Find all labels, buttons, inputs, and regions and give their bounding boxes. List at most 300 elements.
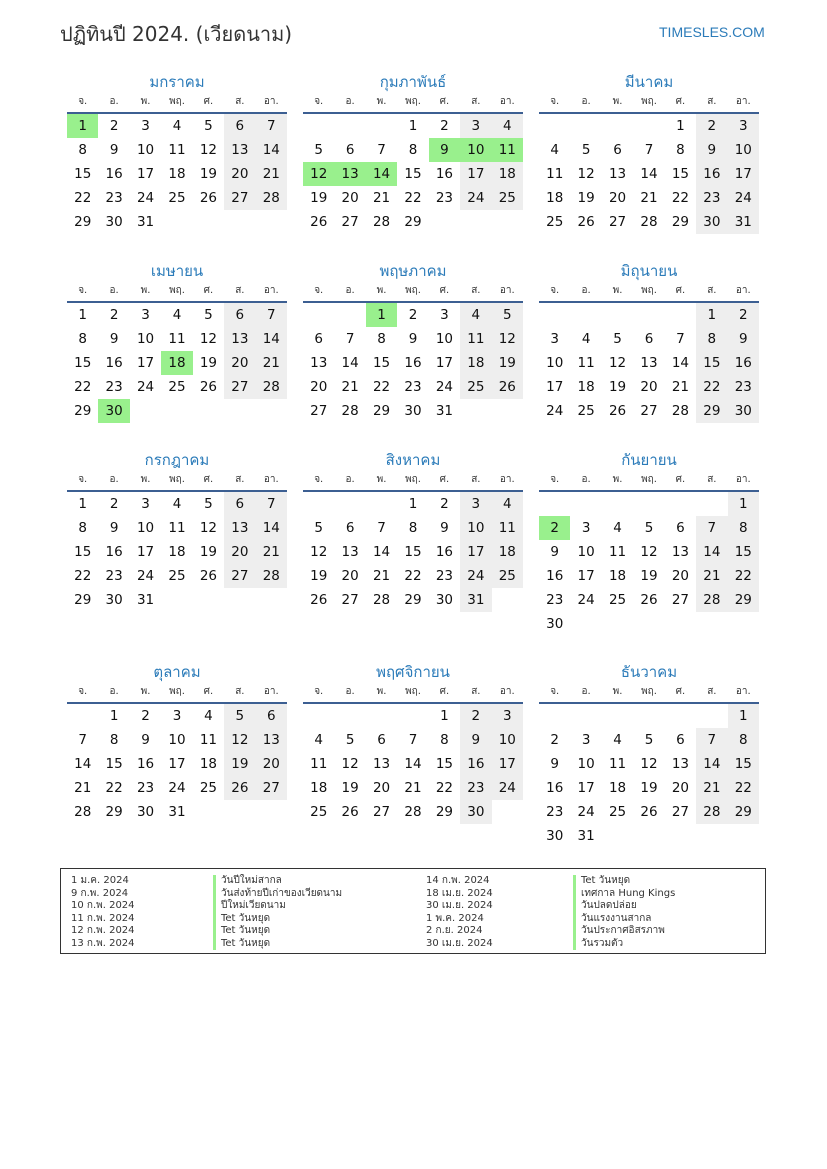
day-cell: 12 <box>640 544 658 560</box>
day-cell: 12 <box>224 728 255 752</box>
holiday-day-cell: 11 <box>492 138 523 162</box>
day-cell: 9 <box>550 544 559 560</box>
day-cell: 22 <box>74 568 92 584</box>
empty-day-cell <box>696 492 727 516</box>
day-cell: 13 <box>310 355 328 371</box>
day-cell: 5 <box>204 496 213 512</box>
day-cell: 2 <box>440 496 449 512</box>
day-cell: 21 <box>256 540 287 564</box>
day-cell: 23 <box>435 568 454 584</box>
empty-day-cell <box>366 492 397 516</box>
day-cell: 25 <box>310 804 328 820</box>
month-name: เมษายน <box>150 262 204 280</box>
empty-day-cell <box>303 303 334 327</box>
day-cell: 1 <box>109 708 119 724</box>
day-grid <box>539 704 759 848</box>
day-cell: 11 <box>577 355 595 371</box>
day-cell: 6 <box>345 142 355 158</box>
day-cell: 19 <box>608 379 627 395</box>
day-cell: 2 <box>141 708 150 724</box>
day-cell: 29 <box>728 800 759 824</box>
day-cell: 4 <box>204 708 213 724</box>
day-cell: 20 <box>640 379 658 395</box>
day-cell: 8 <box>696 327 727 351</box>
month-name: มิถุนายน <box>620 262 678 280</box>
weekday-header <box>539 94 759 114</box>
holiday-name: ปีใหม่เวียดนาม <box>213 900 342 913</box>
day-cell: 16 <box>435 166 454 182</box>
day-cell: 14 <box>341 355 359 371</box>
holiday-name: วันแรงงานสากล <box>573 913 675 926</box>
day-cell: 16 <box>546 780 564 796</box>
holiday-name: วันส่งท้ายปีเก่าของเวียดนาม <box>213 888 342 901</box>
weekday-label: จ. <box>550 96 560 107</box>
day-cell: 3 <box>141 496 150 512</box>
day-cell: 26 <box>608 403 627 419</box>
month-name: สิงหาคม <box>385 451 441 469</box>
day-cell: 22 <box>435 780 454 796</box>
day-cell: 28 <box>404 804 422 820</box>
day-cell: 17 <box>546 379 564 395</box>
day-cell: 2 <box>460 704 491 728</box>
weekday-label: อ. <box>345 474 355 485</box>
day-cell: 8 <box>377 331 386 347</box>
day-cell: 27 <box>224 564 255 588</box>
holiday-day-cell: 14 <box>366 162 397 186</box>
day-cell: 3 <box>141 118 150 134</box>
empty-day-cell <box>602 492 633 516</box>
day-cell: 7 <box>377 142 386 158</box>
day-grid <box>67 704 287 824</box>
day-cell: 11 <box>492 516 523 540</box>
holiday-name: Tet วันหยุด <box>213 925 342 938</box>
day-cell: 22 <box>74 379 92 395</box>
day-cell: 3 <box>728 114 759 138</box>
month-name: ตุลาคม <box>153 663 201 681</box>
day-cell: 25 <box>608 592 627 608</box>
weekday-label: พฤ. <box>641 686 657 697</box>
day-cell: 25 <box>168 379 186 395</box>
day-cell: 8 <box>109 732 119 748</box>
day-cell: 26 <box>199 190 218 206</box>
empty-day-cell <box>570 114 601 138</box>
day-grid <box>303 704 523 824</box>
day-cell: 20 <box>671 780 690 796</box>
day-cell: 18 <box>492 162 523 186</box>
day-cell: 20 <box>224 351 255 375</box>
day-cell: 27 <box>341 592 359 608</box>
weekday-header <box>303 283 523 303</box>
weekday-label: อ. <box>581 96 591 107</box>
day-grid <box>303 303 523 423</box>
day-cell: 10 <box>546 355 564 371</box>
day-cell: 21 <box>341 379 359 395</box>
empty-day-cell <box>570 492 601 516</box>
day-cell: 10 <box>728 138 759 162</box>
day-cell: 29 <box>74 403 92 419</box>
day-grid <box>67 492 287 612</box>
weekday-label: ส. <box>471 686 481 697</box>
empty-day-cell <box>366 114 397 138</box>
day-cell: 26 <box>341 804 359 820</box>
empty-day-cell <box>665 492 696 516</box>
weekday-header <box>539 472 759 492</box>
day-cell: 7 <box>256 303 287 327</box>
holiday-names-col-2 <box>573 875 675 950</box>
day-cell: 24 <box>492 776 523 800</box>
day-cell: 31 <box>577 828 595 844</box>
empty-day-cell <box>539 303 570 327</box>
day-cell: 10 <box>136 142 155 158</box>
day-cell: 30 <box>696 210 727 234</box>
month-block <box>67 70 287 234</box>
day-grid <box>539 114 759 234</box>
weekday-label: จ. <box>78 96 88 107</box>
day-cell: 16 <box>460 752 491 776</box>
day-cell: 23 <box>546 592 564 608</box>
day-cell: 2 <box>109 307 119 323</box>
day-cell: 26 <box>224 776 255 800</box>
day-cell: 15 <box>728 540 759 564</box>
day-cell: 13 <box>640 355 658 371</box>
weekday-label: พ. <box>612 96 623 107</box>
day-cell: 17 <box>168 756 186 772</box>
day-cell: 6 <box>644 331 654 347</box>
day-cell: 25 <box>546 214 564 230</box>
day-cell: 13 <box>372 756 391 772</box>
day-cell: 22 <box>728 776 759 800</box>
day-cell: 7 <box>696 516 727 540</box>
day-cell: 11 <box>168 331 186 347</box>
day-cell: 26 <box>199 568 218 584</box>
day-cell: 25 <box>577 403 595 419</box>
day-cell: 28 <box>341 403 359 419</box>
day-cell: 15 <box>671 166 690 182</box>
weekday-label: จ. <box>550 686 560 697</box>
day-cell: 27 <box>671 804 690 820</box>
holiday-day-cell: 18 <box>161 351 192 375</box>
day-cell: 12 <box>310 544 328 560</box>
empty-day-cell <box>665 303 696 327</box>
day-cell: 21 <box>256 162 287 186</box>
day-cell: 4 <box>613 520 622 536</box>
day-cell: 27 <box>256 776 287 800</box>
day-cell: 17 <box>136 544 155 560</box>
weekday-label: ส. <box>235 96 245 107</box>
holiday-date: 10 ก.พ. 2024 <box>71 900 135 911</box>
day-cell: 17 <box>728 162 759 186</box>
day-cell: 5 <box>314 520 323 536</box>
day-cell: 19 <box>341 780 359 796</box>
day-cell: 28 <box>696 800 727 824</box>
holiday-day-cell: 9 <box>429 138 460 162</box>
day-cell: 18 <box>310 780 328 796</box>
day-cell: 18 <box>168 166 186 182</box>
holiday-name: Tet วันหยุด <box>213 913 342 926</box>
day-cell: 7 <box>377 520 386 536</box>
day-cell: 24 <box>136 190 155 206</box>
day-cell: 2 <box>408 307 418 323</box>
day-cell: 27 <box>372 804 391 820</box>
weekday-label: พฤ. <box>405 686 421 697</box>
day-cell: 29 <box>74 214 92 230</box>
holiday-day-cell: 10 <box>460 138 491 162</box>
weekday-header <box>67 283 287 303</box>
day-cell: 1 <box>408 496 418 512</box>
empty-day-cell <box>366 704 397 728</box>
day-cell: 1 <box>676 118 685 134</box>
weekday-label: พฤ. <box>169 474 185 485</box>
weekday-label: อา. <box>499 285 515 296</box>
weekday-label: ศ. <box>675 96 686 107</box>
weekday-label: อ. <box>581 686 591 697</box>
day-cell: 15 <box>372 355 391 371</box>
empty-day-cell <box>539 704 570 728</box>
day-cell: 22 <box>404 190 422 206</box>
holiday-name: วันประกาศอิสรภาพ <box>573 925 675 938</box>
day-cell: 21 <box>74 780 92 796</box>
day-cell: 15 <box>74 355 92 371</box>
day-cell: 21 <box>256 351 287 375</box>
weekday-label: พ. <box>140 474 151 485</box>
day-cell: 25 <box>460 375 491 399</box>
weekday-label: จ. <box>550 474 560 485</box>
empty-day-cell <box>539 114 570 138</box>
day-cell: 16 <box>105 166 123 182</box>
weekday-label: ส. <box>235 474 245 485</box>
day-cell: 20 <box>224 162 255 186</box>
day-cell: 11 <box>310 756 328 772</box>
empty-day-cell <box>570 704 601 728</box>
day-cell: 26 <box>577 214 595 230</box>
empty-day-cell <box>633 704 664 728</box>
day-cell: 16 <box>696 162 727 186</box>
day-cell: 17 <box>577 568 595 584</box>
day-cell: 9 <box>109 142 119 158</box>
weekday-label: จ. <box>550 285 560 296</box>
holiday-date: 1 ม.ค. 2024 <box>71 875 129 886</box>
day-cell: 28 <box>696 588 727 612</box>
month-block <box>539 448 759 636</box>
day-cell: 14 <box>372 544 391 560</box>
day-cell: 23 <box>105 190 123 206</box>
month-name: พฤษภาคม <box>379 262 447 280</box>
day-cell: 21 <box>640 190 658 206</box>
weekday-label: อา. <box>263 686 279 697</box>
day-cell: 17 <box>136 355 155 371</box>
day-cell: 21 <box>404 780 422 796</box>
day-grid <box>303 114 523 234</box>
day-cell: 30 <box>105 214 123 230</box>
holiday-date: 13 ก.พ. 2024 <box>71 937 135 949</box>
day-cell: 5 <box>644 732 654 748</box>
day-cell: 26 <box>640 804 658 820</box>
month-name: ธันวาคม <box>620 663 678 681</box>
day-grid <box>539 303 759 423</box>
weekday-label: พ. <box>140 96 151 107</box>
weekday-label: จ. <box>78 285 88 296</box>
day-cell: 20 <box>671 568 690 584</box>
holiday-date: 2 ก.ย. 2024 <box>426 925 483 936</box>
day-cell: 14 <box>256 138 287 162</box>
day-cell: 10 <box>136 331 155 347</box>
holiday-date: 14 ก.พ. 2024 <box>426 875 490 886</box>
day-cell: 18 <box>492 540 523 564</box>
weekday-header <box>67 684 287 704</box>
day-cell: 25 <box>492 186 523 210</box>
weekday-label: พ. <box>612 686 623 697</box>
holiday-list <box>60 868 766 954</box>
weekday-header <box>539 684 759 704</box>
day-cell: 30 <box>460 800 491 824</box>
weekday-label: อา. <box>735 474 751 485</box>
day-cell: 30 <box>435 592 454 608</box>
day-cell: 6 <box>224 303 255 327</box>
day-cell: 1 <box>78 496 87 512</box>
day-cell: 28 <box>640 214 658 230</box>
weekday-header <box>303 94 523 114</box>
day-cell: 9 <box>550 756 559 772</box>
day-cell: 24 <box>136 568 155 584</box>
holiday-date: 1 พ.ค. 2024 <box>426 912 484 924</box>
day-cell: 31 <box>460 588 491 612</box>
day-cell: 29 <box>404 214 422 230</box>
day-cell: 28 <box>671 403 690 419</box>
day-cell: 9 <box>440 520 449 536</box>
day-cell: 3 <box>440 307 449 323</box>
day-cell: 14 <box>256 327 287 351</box>
day-cell: 15 <box>435 756 454 772</box>
day-cell: 3 <box>141 307 150 323</box>
day-cell: 8 <box>676 142 685 158</box>
day-cell: 20 <box>372 780 391 796</box>
day-cell: 3 <box>460 492 491 516</box>
weekday-label: จ. <box>78 474 88 485</box>
weekday-label: อ. <box>109 285 119 296</box>
day-cell: 22 <box>404 568 422 584</box>
site-link[interactable]: TIMESLES.COM <box>659 24 765 40</box>
day-cell: 3 <box>172 708 182 724</box>
day-cell: 3 <box>492 704 523 728</box>
day-cell: 19 <box>199 355 218 371</box>
day-cell: 28 <box>256 186 287 210</box>
day-cell: 11 <box>460 327 491 351</box>
day-cell: 13 <box>224 138 255 162</box>
day-cell: 26 <box>640 592 658 608</box>
day-cell: 9 <box>460 728 491 752</box>
day-cell: 21 <box>696 564 727 588</box>
month-name: กุมภาพันธ์ <box>379 73 447 91</box>
day-cell: 12 <box>640 756 658 772</box>
day-cell: 24 <box>168 780 186 796</box>
day-cell: 4 <box>492 492 523 516</box>
weekday-label: อ. <box>581 474 591 485</box>
day-cell: 1 <box>408 118 418 134</box>
day-cell: 6 <box>256 704 287 728</box>
month-block <box>539 660 759 848</box>
day-cell: 12 <box>492 327 523 351</box>
day-cell: 19 <box>640 780 658 796</box>
day-cell: 23 <box>546 804 564 820</box>
day-cell: 9 <box>696 138 727 162</box>
day-cell: 4 <box>550 142 559 158</box>
empty-day-cell <box>602 114 633 138</box>
holiday-date: 11 ก.พ. 2024 <box>71 912 135 924</box>
weekday-header <box>303 684 523 704</box>
weekday-header <box>539 283 759 303</box>
day-cell: 17 <box>577 780 595 796</box>
day-cell: 18 <box>546 190 564 206</box>
day-cell: 13 <box>608 166 627 182</box>
day-grid <box>67 303 287 423</box>
weekday-header <box>303 472 523 492</box>
day-cell: 29 <box>404 592 422 608</box>
day-cell: 6 <box>224 114 255 138</box>
empty-day-cell <box>696 704 727 728</box>
month-name: กันยายน <box>621 451 677 469</box>
day-cell: 11 <box>546 166 564 182</box>
day-cell: 29 <box>728 588 759 612</box>
day-cell: 30 <box>546 828 564 844</box>
day-cell: 8 <box>78 331 87 347</box>
day-cell: 29 <box>74 592 92 608</box>
day-cell: 24 <box>460 186 491 210</box>
day-cell: 25 <box>492 564 523 588</box>
month-block <box>303 259 523 423</box>
holiday-day-cell: 1 <box>67 114 98 138</box>
day-grid <box>303 492 523 612</box>
day-cell: 23 <box>460 776 491 800</box>
day-cell: 31 <box>435 403 454 419</box>
day-cell: 7 <box>78 732 87 748</box>
day-cell: 22 <box>728 564 759 588</box>
empty-day-cell <box>602 704 633 728</box>
empty-day-cell <box>633 492 664 516</box>
day-cell: 9 <box>141 732 150 748</box>
day-cell: 12 <box>341 756 359 772</box>
day-cell: 5 <box>581 142 591 158</box>
day-cell: 29 <box>696 399 727 423</box>
day-cell: 8 <box>728 516 759 540</box>
day-cell: 6 <box>676 732 685 748</box>
day-cell: 26 <box>310 214 328 230</box>
empty-day-cell <box>397 704 428 728</box>
day-cell: 16 <box>105 544 123 560</box>
day-cell: 6 <box>345 520 355 536</box>
day-cell: 24 <box>136 379 155 395</box>
weekday-label: พ. <box>140 686 151 697</box>
day-cell: 6 <box>224 492 255 516</box>
day-cell: 17 <box>460 162 491 186</box>
day-cell: 17 <box>435 355 454 371</box>
weekday-label: ศ. <box>203 285 214 296</box>
day-cell: 10 <box>577 544 595 560</box>
day-cell: 12 <box>199 142 218 158</box>
day-cell: 16 <box>404 355 422 371</box>
day-cell: 13 <box>671 544 690 560</box>
day-cell: 30 <box>546 616 564 632</box>
day-cell: 1 <box>78 307 87 323</box>
day-cell: 3 <box>550 331 559 347</box>
empty-day-cell <box>303 492 334 516</box>
day-cell: 27 <box>640 403 658 419</box>
day-cell: 8 <box>78 142 87 158</box>
day-cell: 10 <box>168 732 186 748</box>
day-cell: 30 <box>728 399 759 423</box>
day-cell: 12 <box>199 520 218 536</box>
empty-day-cell <box>633 114 664 138</box>
empty-day-cell <box>303 114 334 138</box>
